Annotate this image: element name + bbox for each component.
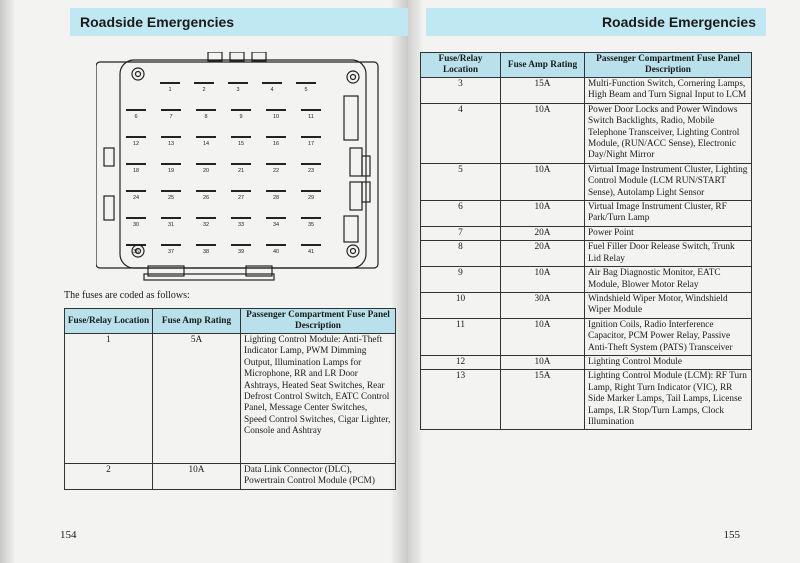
fuse-slot: [231, 136, 251, 138]
fuse-location: 12: [421, 355, 501, 369]
fuse-slot: [161, 163, 181, 165]
fuse-rating: 20A: [501, 226, 585, 240]
table-row: [421, 355, 752, 369]
fuse-description: Virtual Image Instrument Cluster, Lighting Control Module (LCM RUN/START Sense), Autolamp Light Sensor: [585, 163, 752, 200]
fuse-slot-number: 37: [167, 249, 175, 255]
col-header-rating: Fuse Amp Rating: [153, 309, 241, 334]
fuse-slot: [231, 217, 251, 219]
col-header-location: Fuse/Relay Location: [65, 309, 153, 334]
fuse-rating: 30A: [501, 292, 585, 318]
fuse-slot-number: 17: [307, 141, 315, 147]
fuse-coding-note: The fuses are coded as follows:: [64, 290, 190, 301]
fuse-location: 3: [421, 78, 501, 104]
fuse-slot: [161, 217, 181, 219]
fuse-slot-number: 21: [237, 168, 245, 174]
fuse-slot-number: 35: [307, 222, 315, 228]
fuse-slot: [266, 217, 286, 219]
fuse-rating: 15A: [501, 370, 585, 430]
fuse-slot-number: 24: [132, 195, 140, 201]
mount-hole: [347, 71, 359, 83]
fuse-description: Windshield Wiper Motor, Windshield Wiper Module: [585, 292, 752, 318]
fuse-slot: [228, 82, 248, 84]
table-row: [421, 226, 752, 240]
fuse-rating: 10A: [501, 201, 585, 227]
left-page-header: Roadside Emergencies: [70, 8, 409, 36]
fuse-slot-number: 33: [237, 222, 245, 228]
fuse-location: 4: [421, 103, 501, 163]
fuse-slot: [126, 136, 146, 138]
fuse-description: Lighting Control Module (LCM): RF Turn Lamp, Right Turn Indicator (VIC), RR Side Marker Lamps, Tail Lamps, License Lamps, LR Stop/Turn Lamps, Clock Illumination: [585, 370, 752, 430]
fuse-slot-number: 1: [168, 87, 172, 93]
table-header-row: [65, 309, 396, 334]
fuse-slot: [126, 217, 146, 219]
table-row: [421, 103, 752, 163]
fuse-slot-number: 23: [307, 168, 315, 174]
fuse-slot: [160, 82, 180, 84]
table-row: [421, 267, 752, 293]
fuse-slot: [196, 244, 216, 246]
fuse-location: 8: [421, 241, 501, 267]
mount-hole: [136, 72, 141, 77]
page-number-left: 154: [60, 529, 77, 541]
col-header-description: Passenger Compartment Fuse Panel Description: [585, 53, 752, 78]
fuse-slot: [266, 109, 286, 111]
fuse-rating: 10A: [153, 464, 241, 490]
table-row: [65, 464, 396, 490]
fuse-slot-number: 36: [132, 249, 140, 255]
fuse-grid: [126, 82, 321, 255]
fuse-table-right: [420, 52, 752, 430]
fuse-slot-number: 10: [272, 114, 280, 120]
fuse-slot-number: 13: [167, 141, 175, 147]
fuse-slot-number: 2: [202, 87, 206, 93]
fuse-location: 5: [421, 163, 501, 200]
fuse-location: 13: [421, 370, 501, 430]
fuse-slot-number: 20: [202, 168, 210, 174]
relay-slot: [344, 216, 358, 242]
fuse-slot-number: 28: [272, 195, 280, 201]
fuse-slot: [301, 136, 321, 138]
fuse-slot: [196, 190, 216, 192]
fuse-description: Lighting Control Module: [585, 355, 752, 369]
fuse-location: 9: [421, 267, 501, 293]
fuse-slot-number: 16: [272, 141, 280, 147]
fuse-slot: [266, 190, 286, 192]
fuse-slot-number: 4: [270, 87, 274, 93]
left-connector: [104, 196, 114, 220]
fuse-slot-number: 38: [202, 249, 210, 255]
fuse-panel-diagram: [96, 52, 386, 282]
fuse-slot: [196, 163, 216, 165]
fuse-slot: [196, 136, 216, 138]
fuse-description: Power Point: [585, 226, 752, 240]
fuse-table-left: [64, 308, 396, 490]
table-header-row: [421, 53, 752, 78]
fuse-slot-number: 32: [202, 222, 210, 228]
fuse-slot: [301, 217, 321, 219]
fuse-rating: 10A: [501, 318, 585, 355]
fuse-slot-number: 11: [308, 114, 314, 120]
mount-hole: [132, 68, 144, 80]
fuse-slot-number: 18: [132, 168, 140, 174]
fuse-slot: [161, 109, 181, 111]
left-connector: [104, 148, 114, 166]
fuse-slot: [301, 244, 321, 246]
fuse-rating: 10A: [501, 103, 585, 163]
fuse-slot-number: 19: [167, 168, 175, 174]
col-header-rating: Fuse Amp Rating: [501, 53, 585, 78]
mount-hole: [351, 249, 356, 254]
table-row: [421, 241, 752, 267]
table-row: [421, 292, 752, 318]
fuse-slot: [126, 190, 146, 192]
col-header-description: Passenger Compartment Fuse Panel Description: [241, 309, 396, 334]
fuse-rating: 15A: [501, 78, 585, 104]
fuse-description: Ignition Coils, Radio Interference Capacitor, PCM Power Relay, Passive Anti-Theft System (PATS) Transceiver: [585, 318, 752, 355]
table-row: [421, 163, 752, 200]
fuse-slot-number: 8: [204, 114, 208, 120]
fuse-slot-number: 7: [169, 114, 173, 120]
fuse-slot: [161, 136, 181, 138]
fuse-slot: [266, 136, 286, 138]
fuse-slot-number: 40: [272, 249, 280, 255]
fuse-slot: [266, 163, 286, 165]
fuse-slot: [126, 163, 146, 165]
fuse-slot: [231, 109, 251, 111]
fuse-location: 10: [421, 292, 501, 318]
table-row: [421, 201, 752, 227]
fuse-rating: 5A: [153, 334, 241, 464]
fuse-rating: 20A: [501, 241, 585, 267]
fuse-location: 11: [421, 318, 501, 355]
fuse-location: 1: [65, 334, 153, 464]
fuse-slot-number: 9: [239, 114, 243, 120]
fuse-slot-number: 6: [134, 114, 138, 120]
table-row: [65, 334, 396, 464]
fuse-slot: [231, 163, 251, 165]
relay-slot: [350, 182, 362, 210]
fuse-slot-number: 41: [307, 249, 315, 255]
fuse-slot: [301, 190, 321, 192]
fuse-slot-number: 22: [272, 168, 280, 174]
mount-hole: [347, 245, 359, 257]
fuse-slot: [301, 109, 321, 111]
relay-slot: [344, 96, 358, 140]
fuse-slot-number: 25: [167, 195, 175, 201]
fuse-slot: [161, 190, 181, 192]
fuse-rating: 10A: [501, 163, 585, 200]
fuse-slot-number: 5: [304, 87, 308, 93]
fuse-location: 6: [421, 201, 501, 227]
bottom-connector: [144, 274, 274, 280]
fuse-slot: [126, 244, 146, 246]
page-number-right: 155: [723, 529, 740, 541]
fuse-slot: [126, 109, 146, 111]
mount-hole: [351, 75, 356, 80]
fuse-rating: 10A: [501, 267, 585, 293]
fuse-slot: [196, 109, 216, 111]
relay-slot: [350, 148, 362, 176]
fuse-slot: [296, 82, 316, 84]
fuse-slot-number: 34: [272, 222, 280, 228]
fuse-slot-number: 3: [236, 87, 240, 93]
table-row: [421, 370, 752, 430]
fuse-slot-number: 27: [237, 195, 245, 201]
col-header-location: Fuse/Relay Location: [421, 53, 501, 78]
fuse-description: Virtual Image Instrument Cluster, RF Park/Turn Lamp: [585, 201, 752, 227]
fuse-slot: [194, 82, 214, 84]
fuse-description: Data Link Connector (DLC), Powertrain Control Module (PCM): [241, 464, 396, 490]
fuse-description: Fuel Filler Door Release Switch, Trunk Lid Relay: [585, 241, 752, 267]
fuse-description: Air Bag Diagnostic Monitor, EATC Module, Blower Motor Relay: [585, 267, 752, 293]
fuse-description: Multi-Function Switch, Cornering Lamps, High Beam and Turn Signal Input to LCM: [585, 78, 752, 104]
fuse-slot: [231, 244, 251, 246]
fuse-slot-number: 29: [307, 195, 315, 201]
fuse-slot-number: 30: [132, 222, 140, 228]
fuse-description: Power Door Locks and Power Windows Switch Backlights, Radio, Mobile Telephone Transceiver, Lighting Control Module, (RUN/ACC Sense), Electronic Day/Night Mirror: [585, 103, 752, 163]
right-page: [408, 0, 800, 563]
fuse-slot: [196, 217, 216, 219]
fuse-slot: [262, 82, 282, 84]
fuse-slot: [161, 244, 181, 246]
fuse-slot-number: 14: [202, 141, 210, 147]
fuse-location: 7: [421, 226, 501, 240]
table-row: [421, 78, 752, 104]
page-stack-edge: [0, 0, 14, 563]
fuse-slot: [266, 244, 286, 246]
fuse-slot-number: 12: [132, 141, 140, 147]
fuse-description: Lighting Control Module: Anti-Theft Indicator Lamp, PWM Dimming Output, Illumination Lamps for Microphone, RR and LR Door Ashtrays, Heated Seat Switches, Rear Defrost Control Switch, EATC Control Panel, Message Center Switches, Speed Control Switches, Cigar Lighter, Console and Ashtray: [241, 334, 396, 464]
fuse-rating: 10A: [501, 355, 585, 369]
table-row: [421, 318, 752, 355]
right-page-header: Roadside Emergencies: [426, 8, 766, 36]
fuse-location: 2: [65, 464, 153, 490]
fuse-slot-number: 26: [202, 195, 210, 201]
fuse-slot: [301, 163, 321, 165]
fuse-slot-number: 31: [167, 222, 175, 228]
fuse-slot: [231, 190, 251, 192]
fuse-slot-number: 39: [237, 249, 245, 255]
fuse-slot-number: 15: [237, 141, 245, 147]
